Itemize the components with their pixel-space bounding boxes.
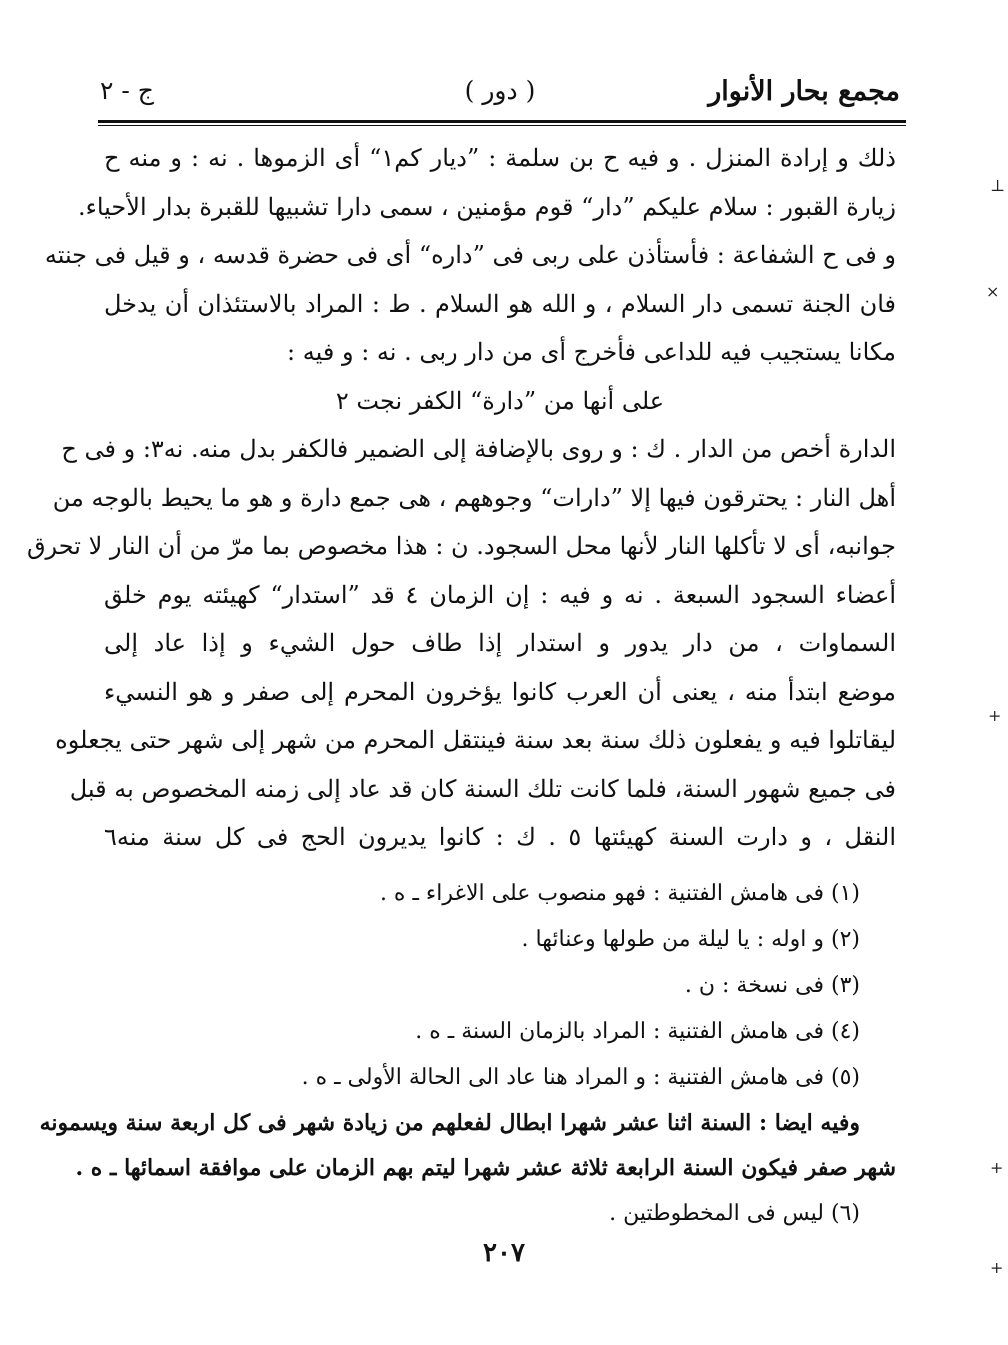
footnote: (١) فى هامش الفتنية : فهو منصوب على الاغراء ـ ه . bbox=[379, 881, 860, 906]
text-line: النقل ، و دارت السنة كهيئتها ٥ . ك : كانوا يديرون الحج فى كل سنة منه٦ bbox=[104, 823, 896, 851]
page-number: ٢٠٧ bbox=[483, 1238, 525, 1268]
footnote: (٣) فى نسخة : ن . bbox=[684, 973, 860, 998]
text-line: جوانبه، أى لا تأكلها النار لأنها محل السجود. ن : هذا مخصوص بما مرّ من أن النار لا تحرق bbox=[26, 532, 896, 560]
footnote: (٥) فى هامش الفتنية : و المراد هنا عاد الى الحالة الأولى ـ ه . bbox=[301, 1065, 860, 1090]
footnote: (٢) و اوله : يا ليلة من طولها وعنائها . bbox=[521, 927, 860, 952]
margin-mark-icon: + bbox=[990, 1258, 1004, 1277]
footnote-continuation: شهر صفر فيكون السنة الرابعة ثلاثة عشر شهرا ليتم بهم الزمان على موافقة اسمائها ـ ه . bbox=[75, 1155, 896, 1181]
header-rule-thick bbox=[98, 120, 906, 123]
margin-mark-icon: ⊥ bbox=[990, 176, 1006, 195]
footnote: (٤) فى هامش الفتنية : المراد بالزمان السنة ـ ه . bbox=[415, 1019, 860, 1044]
text-line: مكانا يستجيب فيه للداعى فأخرج أى من دار ربى . نه : و فيه : bbox=[287, 338, 896, 366]
text-line: و فى ح الشفاعة : فأستأذن على ربى فى ”داره“ أى فى حضرة قدسه ، و قيل فى جنته bbox=[44, 241, 896, 269]
footnote: (٦) ليس فى المخطوطتين . bbox=[609, 1201, 860, 1226]
text-line: فى جميع شهور السنة، فلما كانت تلك السنة كان قد عاد إلى زمنه المخصوص به قبل bbox=[69, 774, 896, 803]
text-line: الدارة أخص من الدار . ك : و روى بالإضافة إلى الضمير فالكفر بدل منه. نه٣: و فى ح bbox=[61, 435, 896, 463]
book-title: مجمع بحار الأنوار bbox=[708, 76, 900, 107]
text-line: ليقاتلوا فيه و يفعلون ذلك سنة بعد سنة فينتقل المحرم من شهر إلى شهر حتى يجعلوه bbox=[55, 726, 896, 754]
text-line: فان الجنة تسمى دار السلام ، و الله هو السلام . ط : المراد بالاستئذان أن يدخل bbox=[104, 289, 896, 318]
text-line: ذلك و إرادة المنزل . و فيه ح بن سلمة : ”ديار كم١“ أى الزموها . نه : و منه ح bbox=[104, 144, 896, 172]
text-line: موضع ابتدأ منه ، يعنى أن العرب كانوا يؤخرون المحرم إلى صفر و هو النسيء bbox=[104, 677, 896, 706]
text-line: زيارة القبور : سلام عليكم ”دار“ قوم مؤمنين ، سمى دارا تشبيها للقبرة بدار الأحياء. bbox=[77, 192, 896, 221]
entry-heading: ( دور ) bbox=[464, 76, 536, 105]
footnotes bbox=[39, 871, 896, 1236]
volume-number: ج - ٢ bbox=[100, 76, 154, 105]
text-line: السماوات ، من دار يدور و استدار إذا طاف حول الشيء و إذا عاد إلى bbox=[104, 629, 896, 657]
margin-mark-icon: + bbox=[990, 1158, 1004, 1177]
text-line: أهل النار : يحترقون فيها إلا ”دارات“ وجوههم ، هى جمع دارة و هو ما يحيط بالوجه من bbox=[52, 483, 896, 512]
margin-mark-icon: × bbox=[986, 282, 1000, 301]
page-header bbox=[100, 72, 900, 116]
margin-mark-icon: + bbox=[988, 706, 1002, 725]
text-line: أعضاء السجود السبعة . نه و فيه : إن الزمان ٤ قد ”استدار“ كهيئته يوم خلق bbox=[104, 580, 896, 609]
main-text bbox=[26, 134, 896, 862]
verse-line: على أنها من ”دارة“ الكفر نجت ٢ bbox=[335, 386, 665, 415]
footnote-continuation: وفيه ايضا : السنة اثنا عشر شهرا ابطال لفعلهم من زيادة شهر فى كل اربعة سنة ويسمونه bbox=[39, 1110, 860, 1136]
header-rule-thin bbox=[98, 125, 906, 126]
